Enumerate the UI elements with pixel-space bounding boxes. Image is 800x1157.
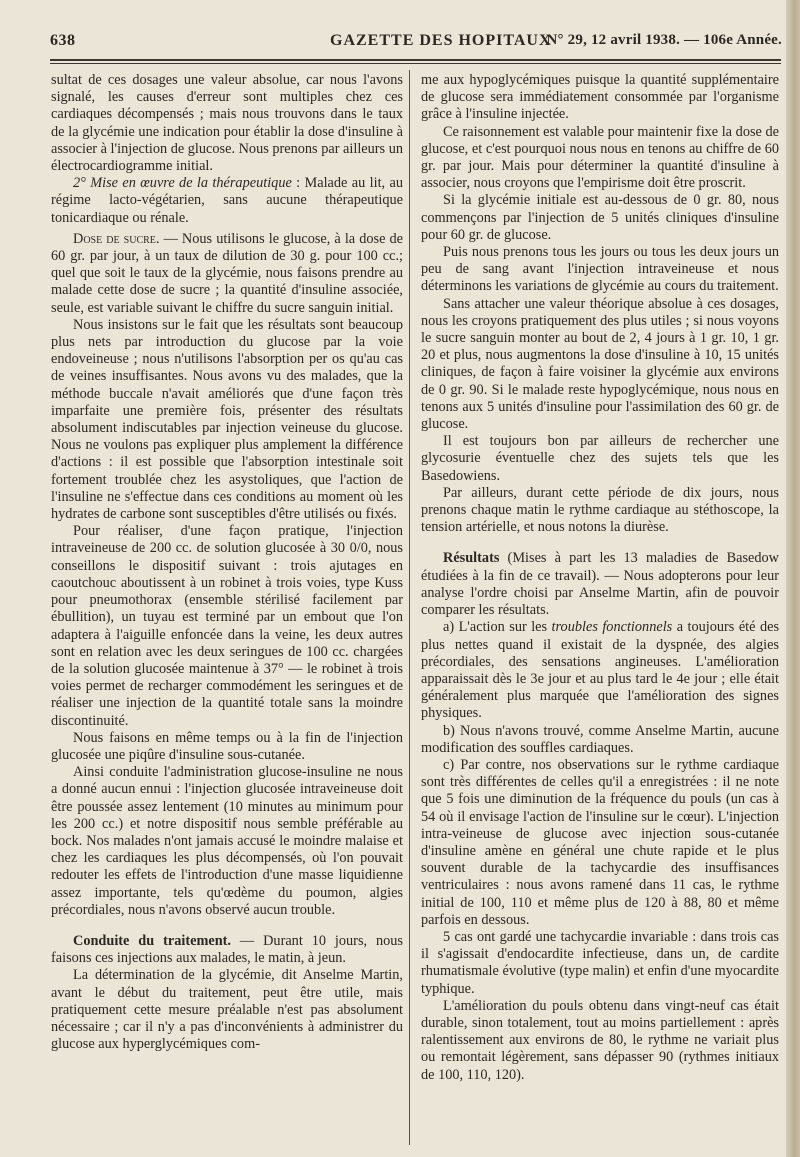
paragraph xyxy=(421,550,779,619)
paragraph-text: — Durant 10 jours, nous faisons ces injections aux malades, le matin, à jeun. xyxy=(51,932,403,967)
paragraph: Puis nous prenons tous les jours ou tous les deux jours un peu de sang avant l'injection intraveineuse et nous déterminons les variations de glycémie au cours du traitement. xyxy=(421,244,779,295)
section-label: Conduite du traitement. xyxy=(73,932,231,949)
paragraph: c) Par contre, nos observations sur le rythme cardiaque sont très différentes de celles qu'il a enregistrées : il ne note que 5 fois une diminution de la fréquence du pouls (un cas à 54 où il envisage l'action de l'insuline sur le cœur). L'injection intra-veineuse de glucose avec injection sous-cutanée d'insuline amène en général une chute rapide et le plus souvent durable de la tachycardie des insuffisances ventriculaires : nous avons ramené dans 11 cas, le rythme initial de 100, 110 et même plus de 120 à 88, 80 et même parfois en dessous. xyxy=(421,756,779,928)
paragraph xyxy=(51,231,403,317)
paragraph xyxy=(51,933,403,967)
left-column xyxy=(51,72,403,1053)
paragraph xyxy=(51,175,403,227)
paragraph: b) Nous n'avons trouvé, comme Anselme Martin, aucune modification des souffles cardiaques. xyxy=(421,722,779,756)
paragraph: Ce raisonnement est valable pour maintenir fixe la dose de glucose, et c'est pourquoi nous nous en tenons au chiffre de 60 gr. par jour. Mais pour déterminer la quantité d'insuline à associer, nous croyons que l'empirisme doit être proscrit. xyxy=(421,123,779,192)
paragraph-text: (Mises à part les 13 maladies de Basedow étudiées à la fin de ce travail). — Nous adopterons pour leur analyse l'ordre choisi par Anselme Martin, afin de pouvoir comparer les résultats. xyxy=(421,550,779,619)
paragraph: L'amélioration du pouls obtenu dans vingt-neuf cas était durable, sinon totalement, tout au moins partiellement : après ralentissement aux environs de 80, le rythme ne variait plus ou remontait légèrement, sans dépasser 90 (rythmes initiaux de 100, 110, 120). xyxy=(421,997,779,1083)
paragraph: Sans attacher une valeur théorique absolue à ces dosages, nous les croyons pratiquement des plus utiles ; si nous voyons le sucre sanguin monter au bout de 2, 4 jours à 1 gr. 10, 1 gr. 20 et plus, nous augmentons la dose d'insuline à 10, 15 unités cliniques, de façon à faire voisiner la glycémie aux environs de 0 gr. 90. Si le malade reste hypoglycémique, nous nous en tenons aux 5 unités d'insuline pour l'assimilation des 60 gr. de glucose. xyxy=(421,295,779,433)
right-column xyxy=(421,72,779,1084)
paragraph-text: — Nous utilisons le glucose, à la dose de 60 gr. par jour, à un taux de dilution de 30 g. pour 100 cc.; quel que soit le taux de la glycémie, nous faisons prendre au malade cette dose de sucre ; la quantité d'insuline associée, seule, est variable suivant le chiffre du sucre sanguin initial. xyxy=(51,230,403,316)
paragraph xyxy=(421,619,779,722)
section-label: Résultats xyxy=(443,550,500,567)
journal-title: GAZETTE DES HOPITAUX xyxy=(330,32,552,49)
paragraph-text: : Malade au lit, au régime lacto-végétarien, sans aucune thérapeutique tonicardiaque ou rénale. xyxy=(51,175,403,226)
emphasis: troubles fonctionnels xyxy=(551,619,673,636)
column-divider xyxy=(409,70,410,1145)
paragraph: me aux hypoglycémiques puisque la quantité supplémentaire de glucose sera immédiatement consommée par l'organisme grâce à l'insuline injectée. xyxy=(421,72,779,123)
paragraph: Ainsi conduite l'administration glucose-insuline ne nous a donné aucun ennui : l'injection glucosée intraveineuse doit être poussée assez lentement (10 minutes au minimum pour les 200 cc.) et notre dispositif nous semble préférable au bock. Nos malades n'ont jamais accusé le moindre malaise et chez les cardiaques les plus décompensés, où l'on pouvait redouter les effets de l'introduction d'une masse liquidienne assez importante, tels qu'œdème du poumon, algies précordiales, nous n'avons observé aucun trouble. xyxy=(51,764,403,918)
issue-info: N° 29, 12 avril 1938. — 106e Année. xyxy=(546,32,782,48)
paragraph: Par ailleurs, durant cette période de dix jours, nous prenons chaque matin le rythme cardiaque au stéthoscope, la tension artérielle, et nous notons la diurèse. xyxy=(421,484,779,536)
paragraph: sultat de ces dosages une valeur absolue, car nous l'avons signalé, les causes d'erreur sont multiples chez ces cardiaques décompensés ; mais nous trouvons dans le taux de la glycémie une indication pour établir la dose d'insuline à associer à l'injection de glucose. Nous prenons par ailleurs un électrocardiogramme initial. xyxy=(51,72,403,175)
paragraph: 5 cas ont gardé une tachycardie invariable : dans trois cas il s'agissait d'endocardite infectieuse, dans un, de cardite rhumatismale évolutive (type malin) et enfin d'une myocardite typhique. xyxy=(421,928,779,997)
paragraph-text: a toujours été des plus nettes quand il existait de la dyspnée, des algies précordiales, des sensations angineuses. L'amélioration apparaissait dès le 3e jour et au plus tard le 4e jour ; elle était généralement plus marquée que l'amélioration des signes physiques. xyxy=(421,619,780,722)
paragraph: Il est toujours bon par ailleurs de rechercher une glycosurie éventuelle chez des sujets tels que les Basedowiens. xyxy=(421,433,779,484)
paragraph: Pour réaliser, d'une façon pratique, l'injection intraveineuse de 200 cc. de solution glucosée à 30 0/0, nous conseillons le dispositif suivant : trois ajutages en caoutchouc aboutissent à un robinet à trois voies, type Kuss pour pneumothorax (ensemble stérilisé facilement par ébullition), un tuyau est terminé par un embout que l'on adaptera à l'aiguille enfoncée dans la veine, les deux autres sont en relation avec les deux seringues de 100 cc. chargées de la solution glucosée maintenue à 37° — le robinet à trois voies permet de recharger commodément les seringues et de réaliser une injection de la quantité totale sans la moindre discontinuité. xyxy=(51,523,403,729)
page-number: 638 xyxy=(50,32,76,49)
page-edge-shadow xyxy=(786,0,800,1157)
section-label: Dose de sucre. xyxy=(73,230,160,247)
paragraph: Nous faisons en même temps ou à la fin de l'injection glucosée une piqûre d'insuline sous-cutanée. xyxy=(51,729,403,763)
paragraph: Si la glycémie initiale est au-dessous de 0 gr. 80, nous commençons par l'injection de 5 unités cliniques d'insuline pour 60 gr. de glucose. xyxy=(421,192,779,243)
section-label: 2° Mise en œuvre de la thérapeutique xyxy=(73,175,292,192)
header-rule-thin xyxy=(50,63,781,64)
paragraph: La détermination de la glycémie, dit Anselme Martin, avant le début du traitement, peut être utile, mais pratiquement cette mesure préalable n'est pas absolument nécessaire ; car il n'y a pas d'inconvénients à administrer du glucose aux hyperglycémiques com- xyxy=(51,967,403,1053)
paragraph: Nous insistons sur le fait que les résultats sont beaucoup plus nets par introduction du glucose par la voie endoveineuse ; nous n'utilisons l'absorption per os qu'au cas de veines insuffisantes. Nous avons vu des malades, que la méthode buccale n'avait améliorés que d'une façon très imparfaite une première fois, présenter des résultats absolument indiscutables par injection veineuse du glucose. Nous ne voulons pas expliquer plus amplement la différence d'actions : il est possible que l'absorption intestinale soit fortement troublée chez les asystoliques, que l'action de l'insuline ne s'effectue dans ces conditions au moment où les hydrates de carbone sont susceptibles d'être utilisés ou fixés. xyxy=(51,316,403,523)
header-rule-thick xyxy=(50,59,781,61)
paragraph-text: a) L'action sur les xyxy=(443,619,552,636)
running-header xyxy=(50,28,782,56)
